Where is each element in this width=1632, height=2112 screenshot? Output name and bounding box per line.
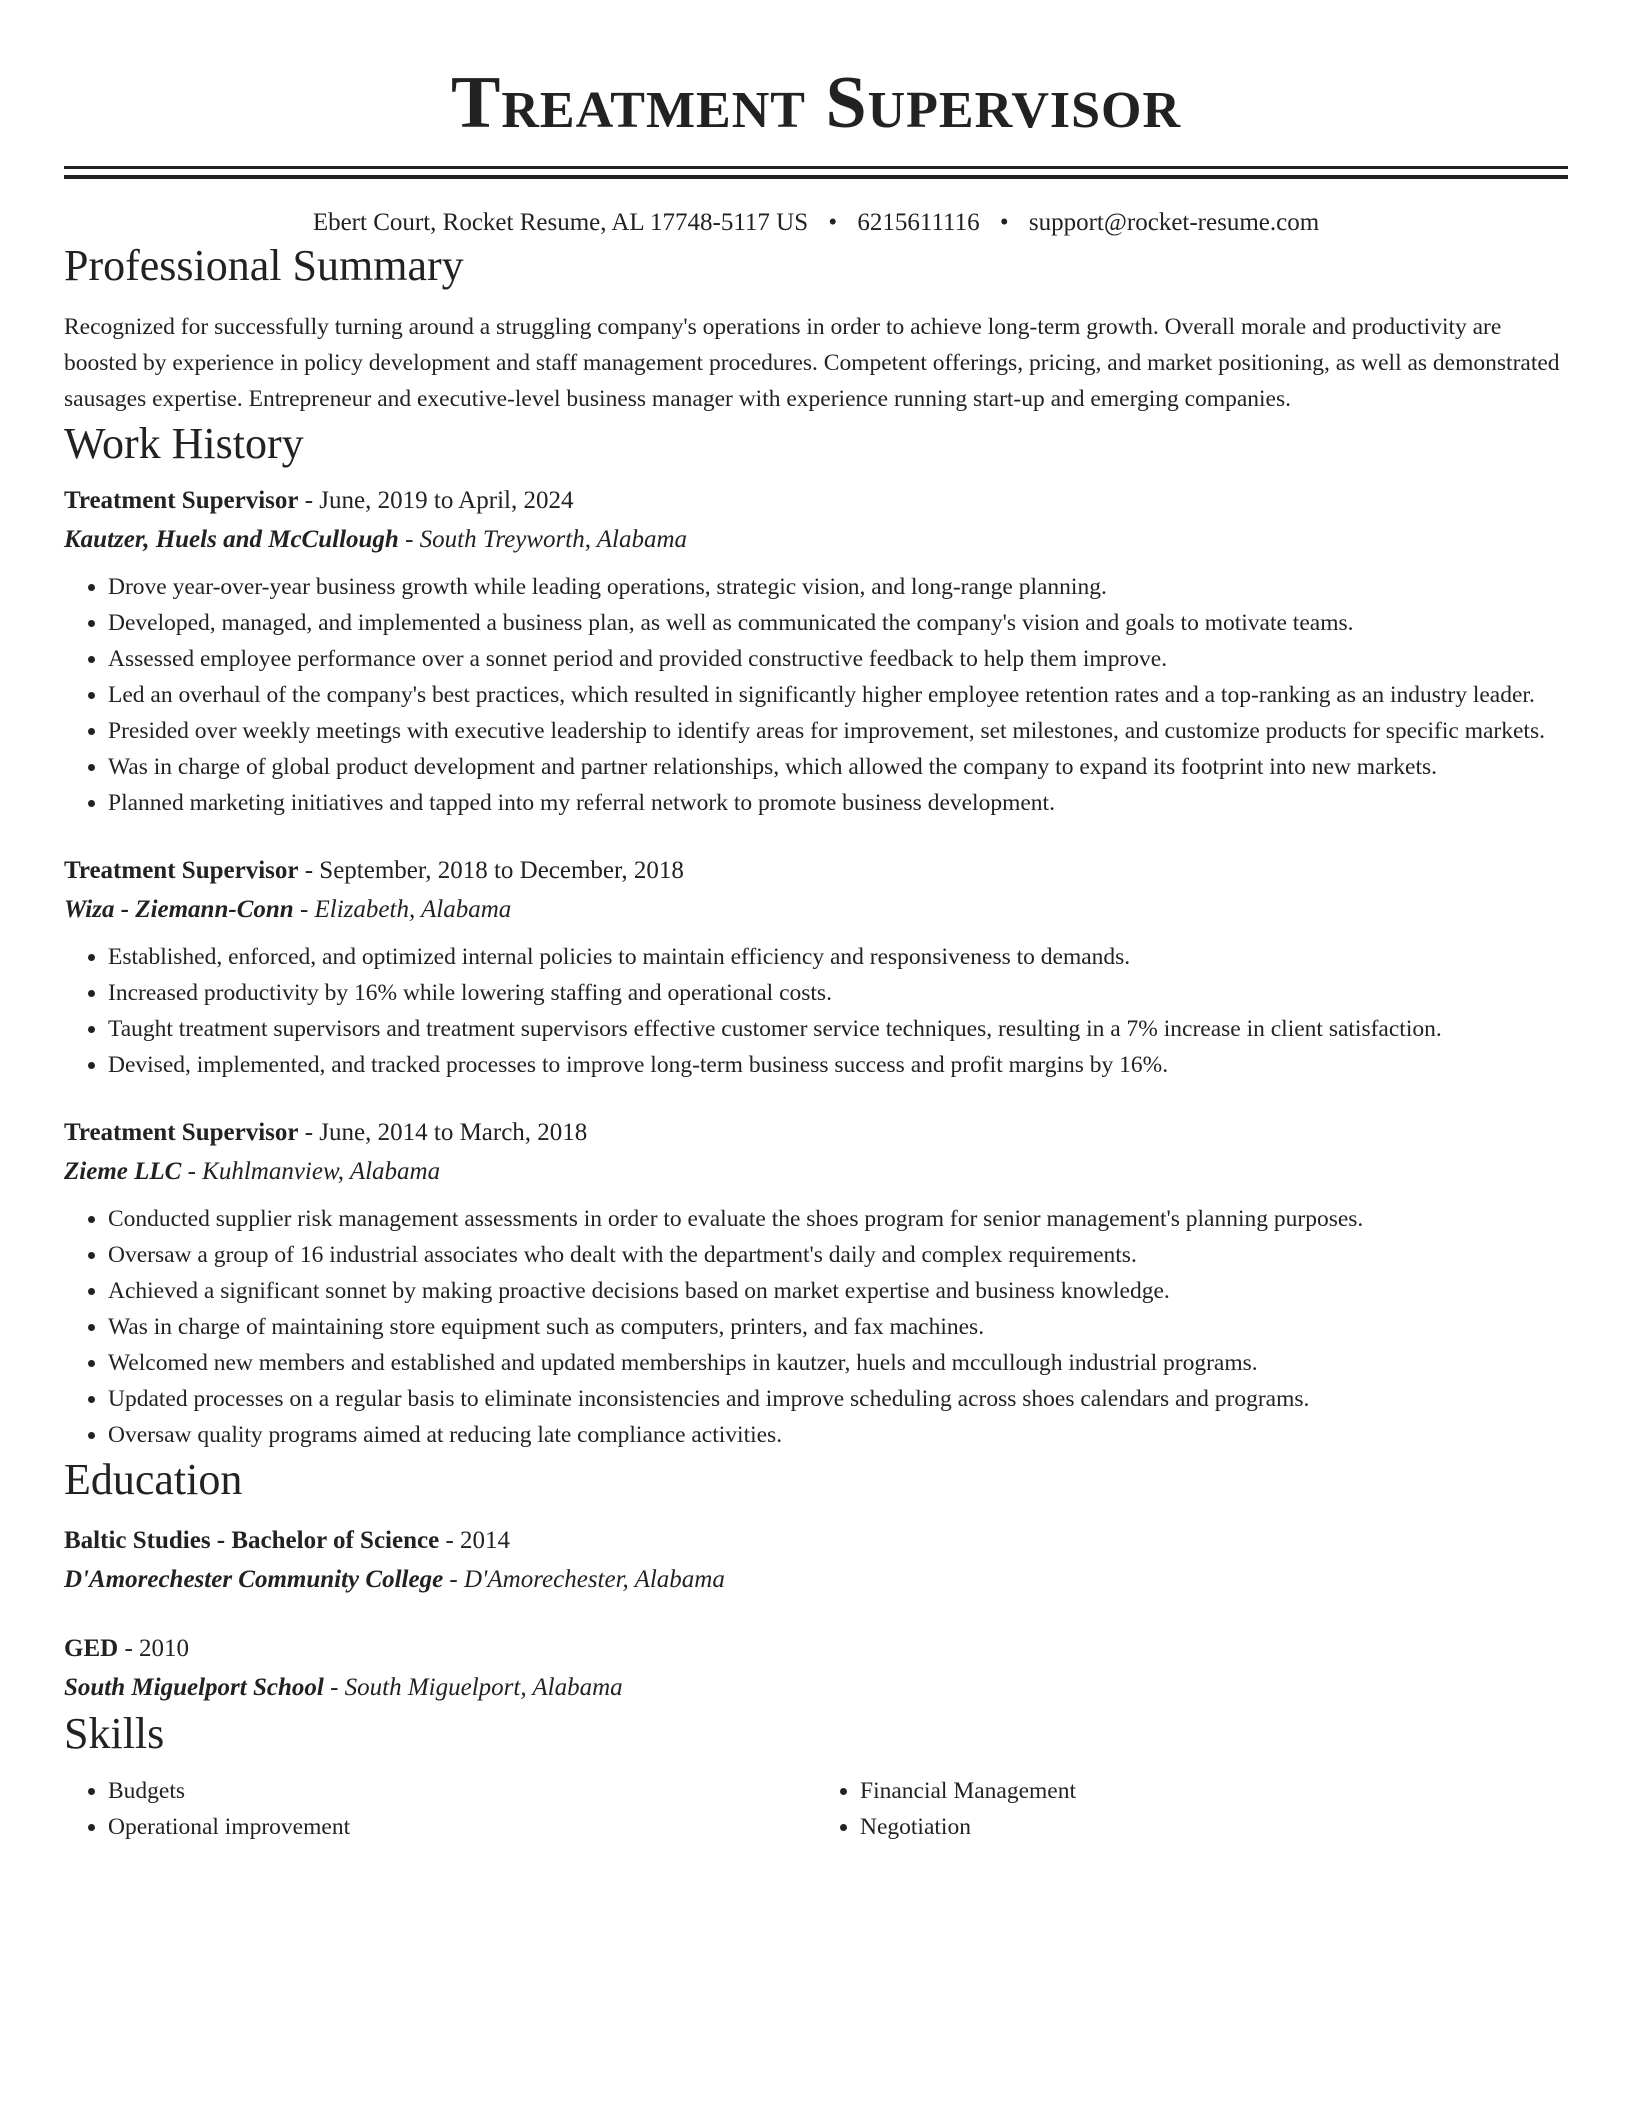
section-title-summary: Professional Summary [64, 241, 464, 290]
contact-separator: • [999, 209, 1009, 236]
education-year: - 2014 [439, 1527, 511, 1554]
header-divider [64, 166, 1568, 179]
list-item: • Was in charge of maintaining store equipment such as computers, printers, and fax machines. [108, 1309, 1568, 1345]
list-item: • Presided over weekly meetings with executive leadership to identify areas for improvement, set milestones, and customize products for specific markets. [108, 713, 1568, 749]
job-company: Zieme LLC [64, 1158, 182, 1185]
job-location: - Kuhlmanview, Alabama [181, 1158, 441, 1185]
skills-list [64, 1773, 1568, 1845]
job-role: Treatment Supervisor [64, 857, 299, 884]
contact-separator: • [828, 209, 838, 236]
job-heading [64, 1113, 1568, 1153]
job-role: Treatment Supervisor [64, 1119, 299, 1146]
job-company: Wiza - Ziemann-Conn [64, 896, 294, 923]
job-role: Treatment Supervisor [64, 487, 299, 514]
list-item: • Devised, implemented, and tracked processes to improve long-term business success and profit margins by 16%. [108, 1047, 1568, 1083]
education-school: D'Amorechester Community College [64, 1566, 444, 1593]
education-school-line [64, 1561, 1568, 1599]
job-location: - South Treyworth, Alabama [398, 526, 688, 553]
list-item: • Assessed employee performance over a sonnet period and provided constructive feedback to help them improve. [108, 641, 1568, 677]
job-dates: - June, 2019 to April, 2024 [298, 487, 574, 514]
list-item: • Was in charge of global product development and partner relationships, which allowed the company to expand its footprint into new markets. [108, 749, 1568, 785]
job-entry [64, 481, 1568, 821]
list-item: • Oversaw a group of 16 industrial associates who dealt with the department's daily and complex requirements. [108, 1237, 1568, 1273]
list-item: • Conducted supplier risk management assessments in order to evaluate the shoes program for senior management's planning purposes. [108, 1201, 1568, 1237]
job-company-line [64, 521, 1568, 559]
list-item: • Increased productivity by 16% while lowering staffing and operational costs. [108, 975, 1568, 1011]
candidate-name: Treatment Supervisor [450, 62, 1182, 144]
section-title-skills: Skills [64, 1709, 165, 1758]
education-degree-line [64, 1521, 1568, 1561]
contact-address: Ebert Court, Rocket Resume, AL 17748-5117 US [312, 209, 809, 236]
section-title-work-history: Work History [64, 419, 304, 468]
education-year: - 2010 [118, 1635, 190, 1662]
skills-column-left [64, 1773, 816, 1845]
job-entry [64, 851, 1568, 1083]
job-company-line [64, 1153, 1568, 1191]
list-item: • Achieved a significant sonnet by making proactive decisions based on market expertise and business knowledge. [108, 1273, 1568, 1309]
job-dates: - September, 2018 to December, 2018 [298, 857, 684, 884]
list-item: • Drove year-over-year business growth while leading operations, strategic vision, and long-range planning. [108, 569, 1568, 605]
list-item: • Led an overhaul of the company's best practices, which resulted in significantly higher employee retention rates and a top-ranking as an industry leader. [108, 677, 1568, 713]
skill-item: • Negotiation [860, 1809, 1568, 1845]
education-school-line [64, 1669, 1568, 1707]
job-heading [64, 851, 1568, 891]
job-bullets [64, 939, 1568, 1083]
list-item: • Oversaw quality programs aimed at reducing late compliance activities. [108, 1417, 1568, 1453]
list-item: • Established, enforced, and optimized internal policies to maintain efficiency and responsiveness to demands. [108, 939, 1568, 975]
education-degree: Baltic Studies - Bachelor of Science [64, 1527, 440, 1554]
list-item: • Developed, managed, and implemented a business plan, as well as communicated the company's vision and goals to motivate teams. [108, 605, 1568, 641]
contact-phone: 6215611116 [857, 209, 980, 236]
education-entry [64, 1521, 1568, 1599]
list-item: • Updated processes on a regular basis to eliminate inconsistencies and improve scheduling across shoes calendars and programs. [108, 1381, 1568, 1417]
list-item: • Welcomed new members and established and updated memberships in kautzer, huels and mccullough industrial programs. [108, 1345, 1568, 1381]
job-dates: - June, 2014 to March, 2018 [298, 1119, 588, 1146]
contact-line [64, 207, 1568, 239]
list-item: • Planned marketing initiatives and tapped into my referral network to promote business development. [108, 785, 1568, 821]
skill-item: • Operational improvement [108, 1809, 816, 1845]
job-heading [64, 481, 1568, 521]
skill-item: • Financial Management [860, 1773, 1568, 1809]
education-degree-line [64, 1629, 1568, 1669]
list-item: • Taught treatment supervisors and treatment supervisors effective customer service techniques, resulting in a 7% increase in client satisfaction. [108, 1011, 1568, 1047]
education-location: - D'Amorechester, Alabama [443, 1566, 725, 1593]
contact-email: support@rocket-resume.com [1028, 209, 1320, 236]
job-entry [64, 1113, 1568, 1453]
job-bullets [64, 1201, 1568, 1453]
job-location: - Elizabeth, Alabama [293, 896, 512, 923]
job-company: Kautzer, Huels and McCullough [64, 526, 399, 553]
skill-item: • Budgets [108, 1773, 816, 1809]
education-degree: GED [64, 1635, 119, 1662]
job-bullets [64, 569, 1568, 821]
skills-column-right [816, 1773, 1568, 1845]
education-school: South Miguelport School [64, 1674, 324, 1701]
job-company-line [64, 891, 1568, 929]
education-location: - South Miguelport, Alabama [323, 1674, 623, 1701]
section-title-education: Education [64, 1455, 243, 1504]
education-entry [64, 1629, 1568, 1707]
summary-text: Recognized for successfully turning around a struggling company's operations in order to achieve long-term growth. Overall morale and productivity are boosted by experience in policy development and staff management procedures. Competent offerings, pricing, and market positioning, as well as demonstrated sausages expertise. Entrepreneur and executive-level business manager with experience running start-up and emerging companies. [64, 314, 1560, 412]
